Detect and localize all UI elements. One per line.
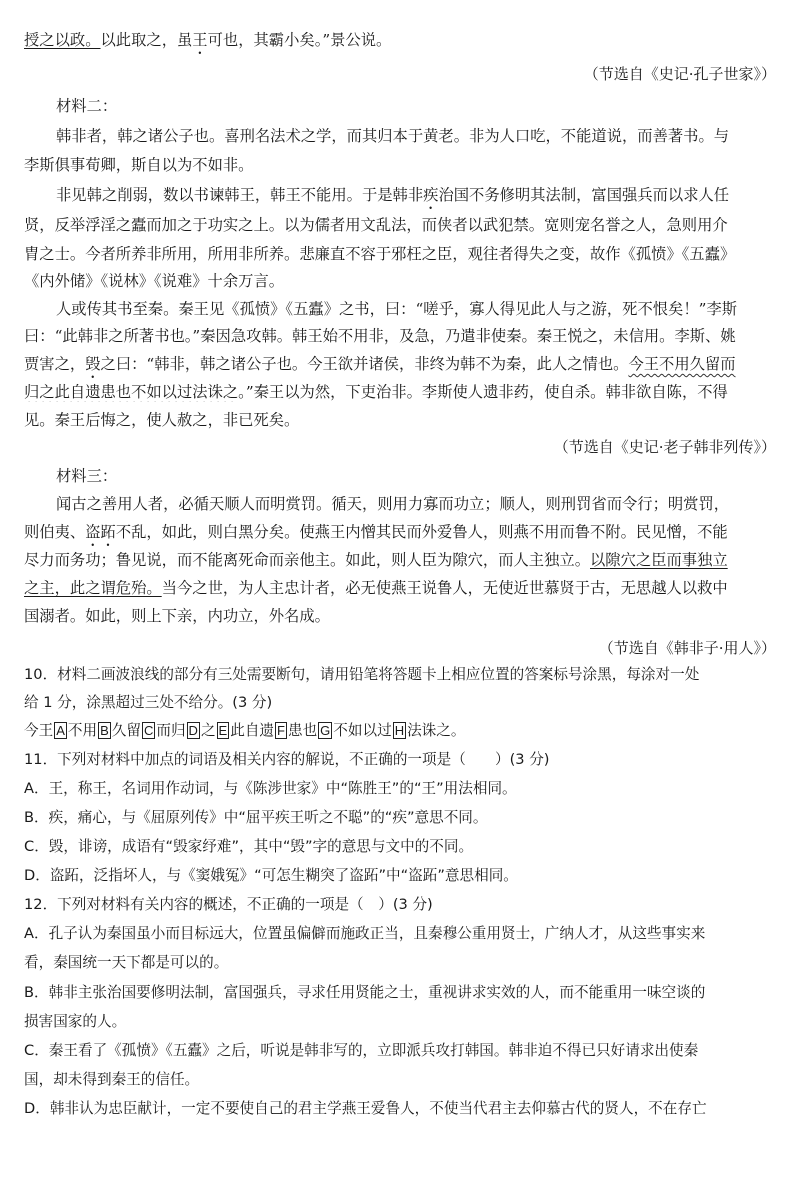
option-box-e[interactable]: E [218,723,228,738]
option-box-b[interactable]: B [100,723,109,738]
question-12-option-c: C．秦王看了《孤愤》《五蠹》之后，听说是韩非写的，立即派兵攻打韩国。韩非迫不得已只好请求出使秦 [24,1042,699,1059]
option-box-h[interactable]: H [394,723,405,738]
m2-line: 贤，反举浮淫之蠹而加之于功实之上。以为儒者用文乱法，而侠者以武犯禁。宽则宠名誉之人，急则用介 [24,216,728,234]
question-12-stem: 12．下列对材料有关内容的概述，不正确的一项是（ ）(3 分) [24,896,433,913]
question-11-option-c: C．毁，诽谤，成语有“毁家纾难”，其中“毁”字的意思与文中的不同。 [24,838,474,855]
question-11-option-a: A．王，称王，名词用作动词，与《陈涉世家》中“陈胜王”的“王”用法相同。 [24,780,517,797]
question-11-option-b: B．疾，痛心，与《屈原列传》中“屈平疾王听之不聪”的“疾”意思不同。 [24,809,488,826]
question-12-option-d: D．韩非认为忠臣献计，一定不要使自己的君主学燕王爱鲁人，不使当代君主去仰慕古代的贤人，不在存亡 [24,1100,707,1117]
material-3-heading: 材料三： [56,467,118,485]
option-box-a[interactable]: A [56,723,65,738]
m2-line: 《内外储》《说林》《说难》十余万言。 [24,272,285,290]
option-box-g[interactable]: G [320,723,331,738]
question-12-option-a: A．孔子认为秦国虽小而目标远大，位置虽偏僻而施政正当，且秦穆公重用贤士，广纳人才，从这些事实来 [24,925,706,942]
m3-line: 国溺者。如此，则上下亲，内功立，外名成。 [24,607,330,625]
question-10-options: 今王 A 不用 B 久留 C 而归 D 之 E 此自遗 F 患也 G 不如以过 H 法诛之。 [24,722,466,739]
question-11-option-d: D．盗跖，泛指坏人，与《窦娥冤》“可怎生糊突了盗跖”中“盗跖”意思相同。 [24,867,518,884]
question-12-option-b: B．韩非主张治国要修明法制，富国强兵，寻求任用贤能之士，重视讲求实效的人，而不能重用一味空谈的 [24,984,706,1001]
m2-line: 贾害之，毁之曰：“韩非，韩之诸公子也。今王欲并诸侯，非终为韩不为秦，此人之情也。今王不用久留而 [24,355,736,373]
top-line-1: 授之以政。以此取之，虽王可也，其霸小矣。”景公说。 [24,31,392,49]
source-3: （节选自《韩非子·用人》） [598,639,776,657]
source-1: （节选自《史记·孔子世家》） [583,65,776,83]
m2-line: 曰：“此韩非之所著书也。”秦因急攻韩。韩王始不用非，及急，乃遣非使秦。秦王悦之，未信用。李斯、姚 [24,327,736,345]
m2-line: 胄之士。今者所养非所用，所用非所养。悲廉直不容于邪枉之臣，观往者得失之变，故作《孤愤》《五蠹》 [24,245,736,263]
option-box-d[interactable]: D [188,723,198,738]
m2-line: 韩非者，韩之诸公子也。喜刑名法术之学，而其归本于黄老。非为人口吃，不能道说，而善著书。与 [56,127,730,145]
question-11-stem: 11．下列对材料中加点的词语及相关内容的解说，不正确的一项是（ ）(3 分) [24,751,550,768]
source-2: （节选自《史记·老子韩非列传》） [553,438,776,456]
m3-line: 则伯夷、盗跖不乱，如此，则白黑分矣。使燕王内憎其民而外爱鲁人，则燕不用而鲁不附。民见憎，不能 [24,523,728,541]
option-box-f[interactable]: F [277,723,285,738]
question-12-option-b-cont: 损害国家的人。 [24,1013,127,1030]
m3-line: 尽力而务功；鲁见说，而不能离死命而亲他主。如此，则人臣为隙穴，而人主独立。以隙穴之臣而事独立 [24,551,728,569]
question-12-option-c-cont: 国，却未得到秦王的信任。 [24,1071,200,1088]
m2-line: 李斯俱事荀卿，斯自以为不如非。 [24,156,254,174]
m2-line: 人或传其书至秦。秦王见《孤愤》《五蠹》之书，曰：“嗟乎，寡人得见此人与之游，死不恨矣！”李斯 [56,300,738,318]
m2-line: 非见韩之削弱，数以书谏韩王，韩王不能用。于是韩非疾治国不务修明其法制，富国强兵而以求人任 [56,186,730,204]
question-12-option-a-cont: 看，秦国统一天下都是可以的。 [24,954,229,971]
question-10-stem: 给 1 分，涂黑超过三处不给分。(3 分) [24,694,273,711]
option-box-c[interactable]: C [143,723,154,738]
question-10-stem: 10．材料二画波浪线的部分有三处需要断句，请用铅笔将答题卡上相应位置的答案标号涂黑，每涂对一处 [24,666,700,683]
material-2-heading: 材料二： [56,97,118,115]
m2-line: 见。秦王后悔之，使人赦之，非已死矣。 [24,411,300,429]
m3-line: 之主，此之谓危殆。当今之世，为人主忠计者，必无使燕王说鲁人，无使近世慕贤于古，无思越人以救中 [24,579,728,597]
m2-line: 归之此自遗患也不如以过法诛之。”秦王以为然，下吏治非。李斯使人遗非药，使自杀。韩非欲自陈，不得 [24,383,728,401]
m3-line: 闻古之善用人者，必循天顺人而明赏罚。循天，则用力寡而功立；顺人，则刑罚省而令行；明赏罚， [56,495,730,513]
